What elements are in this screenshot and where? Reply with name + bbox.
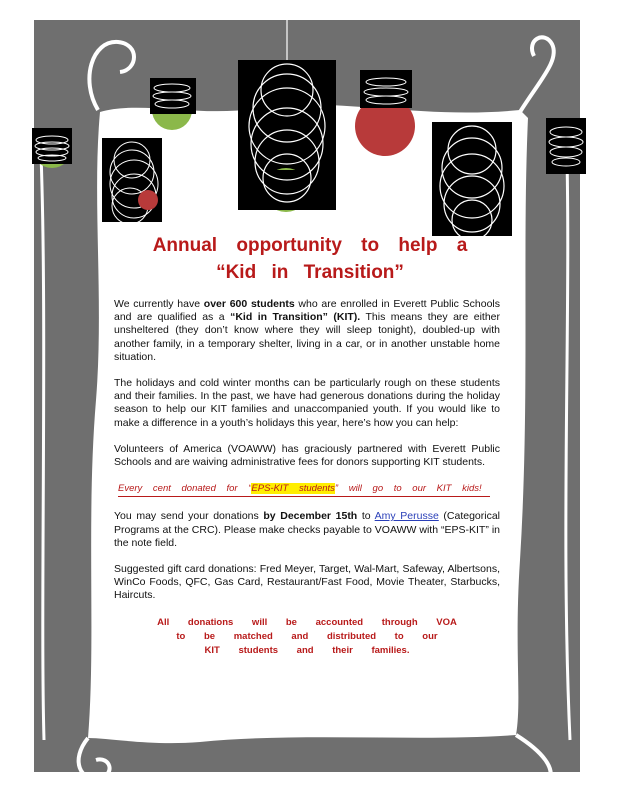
paragraph-voa: Volunteers of America (VOAWW) has graciously partnered with Everett Public Schools and are waiving administrative fees for donors supporting KIT students. <box>114 442 500 469</box>
closing-line-3: KIT students and their families. <box>204 644 410 656</box>
text: ” will go to our KIT kids! <box>334 483 482 495</box>
text: Every cent donated for “ <box>118 483 252 495</box>
text: You may send your donations <box>114 510 264 523</box>
closing-line-1: All donations will be accounted through VOA <box>157 616 457 628</box>
deadline: by December 15th <box>263 510 358 523</box>
paragraph-gift-cards: Suggested gift card donations: Fred Meyer, Target, Wal-Mart, Safeway, Albertsons, WinCo Foods, QFC, Gas Card, Restaurant/Fast Food, Movie Theater, Starbucks, Haircuts. <box>114 563 500 602</box>
title-line-2: “Kid in Transition” <box>216 262 404 283</box>
flyer-body <box>114 298 500 671</box>
text: to <box>357 510 375 523</box>
donation-promise <box>118 482 490 497</box>
paragraph-send-donations <box>114 510 500 550</box>
closing-statement <box>114 616 500 658</box>
text: We currently have <box>114 298 204 310</box>
text: This means they are either unsheltered (they don’t know where they will sleep tonight), doubled-up with another family, in a temporary shelter, living in a car, or in another unstable home situation. <box>114 311 500 363</box>
title-line-1: Annual opportunity to help a <box>152 235 468 256</box>
kit-term: “Kid in Transition” (KIT). <box>230 311 361 324</box>
flyer-title <box>110 232 510 286</box>
contact-link[interactable]: Amy Perusse <box>374 510 439 523</box>
closing-line-2: to be matched and distributed to our <box>176 630 438 642</box>
paragraph-holidays: The holidays and cold winter months can be particularly rough on these students and their families. In the past, we have had generous donations during the holiday season to help our KIT families and unaccompanied youth. If you would like to make a difference in a youth’s holidays this year, here’s how you can help: <box>114 377 500 429</box>
text: (Categorical Programs at the CRC). Please make checks payable to VOAWW with “EPS-KIT” in the note field. <box>114 510 501 549</box>
text: who are enrolled in Everett Public Schools and are qualified as a <box>114 298 500 324</box>
paragraph-students <box>114 298 500 364</box>
highlighted-text: EPS-KIT students <box>251 483 335 495</box>
student-count: over 600 students <box>203 298 295 310</box>
